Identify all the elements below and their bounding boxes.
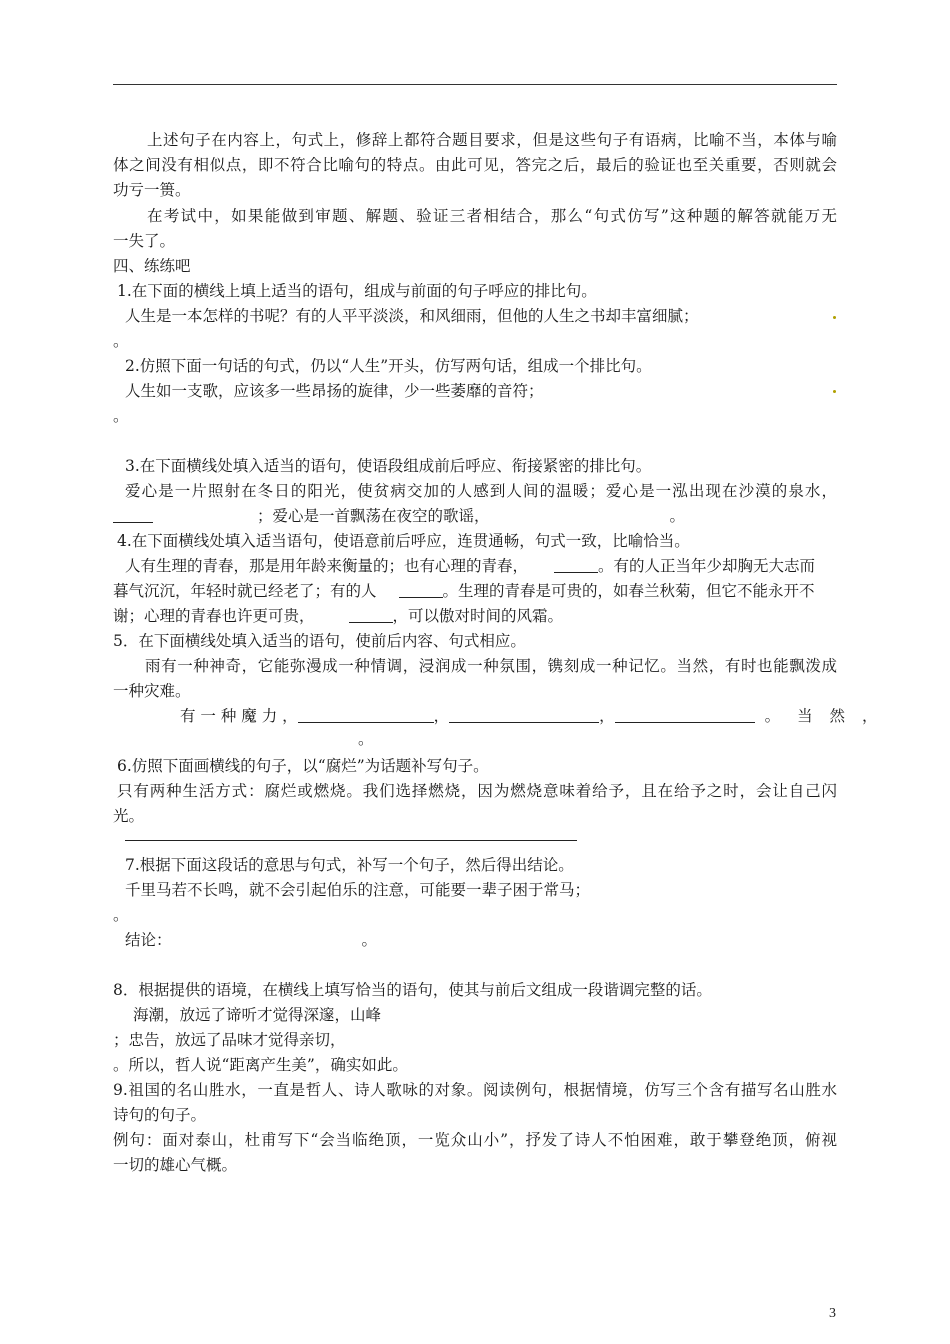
question-6-line-2: 光。	[113, 807, 145, 825]
question-3-prompt: 3.在下面横线处填入适当的语句，使语段组成前后呼应、衔接紧密的排比句。	[125, 457, 652, 475]
question-4-line-2-b: 。生理的青春是可贵的，如春兰秋菊，但它不能永开不	[442, 582, 815, 600]
paragraph-2-line-1: 在考试中，如果能做到审题、解题、验证三者相结合，那么“句式仿写”这种题的解答就能万无	[147, 207, 837, 225]
question-4-prompt: 4.在下面横线处填入适当语句，使语意前后呼应，连贯通畅，句式一致，比喻恰当。	[117, 532, 690, 550]
answer-blank[interactable]	[399, 581, 443, 598]
question-5-prompt: 5．在下面横线处填入适当的语句，使前后内容、句式相应。	[113, 632, 526, 650]
answer-blank[interactable]	[615, 706, 755, 723]
question-3-line-2	[113, 506, 685, 526]
question-5-line-2: 一种灾难。	[113, 682, 191, 700]
question-5-comma: ，	[599, 707, 615, 725]
question-5-comma: ，	[433, 707, 450, 725]
question-2-text: 人生如一支歌，应该多一些昂扬的旋律，少一些萎靡的音符；	[125, 382, 544, 400]
marker-dot	[833, 390, 836, 393]
answer-line[interactable]	[125, 840, 577, 841]
answer-blank[interactable]	[349, 606, 393, 623]
answer-blank[interactable]	[298, 706, 434, 723]
question-7-end: 。	[113, 906, 129, 924]
question-9-prompt-line-2: 诗句的句子。	[113, 1106, 207, 1124]
question-4-line-1-b: 。有的人正当年少却胸无大志而	[598, 557, 816, 575]
header-rule	[113, 84, 837, 85]
section-title: 四、练练吧	[113, 257, 191, 275]
question-5-line-3-a: 有 一 种 魔 力 ，	[180, 707, 298, 725]
question-9-example-line-1: 例句：面对泰山，杜甫写下“会当临绝顶，一览众山小”，抒发了诗人不怕困难，敢于攀登绝顶，俯视	[113, 1131, 837, 1149]
question-6-line-1: 只有两种生活方式：腐烂或燃烧。我们选择燃烧，因为燃烧意味着给予，且在给予之时，会让自己闪	[117, 782, 837, 800]
question-4-line-3	[113, 606, 563, 626]
question-4-line-3-a: 谢；心理的青春也许更可贵，	[113, 607, 315, 625]
question-4-line-3-b: ，可以傲对时间的风霜。	[392, 607, 564, 625]
question-8-line-3: 。所以，哲人说“距离产生美”，确实如此。	[113, 1056, 408, 1074]
question-4-line-1-a: 人有生理的青春，那是用年龄来衡量的；也有心理的青春，	[125, 557, 529, 575]
question-9-prompt-line-1: 9.祖国的名山胜水，一直是哲人、诗人歌咏的对象。阅读例句，根据情境，仿写三个含有描写名山胜水	[113, 1081, 837, 1099]
question-1-end: 。	[113, 332, 129, 350]
question-2-end: 。	[113, 407, 129, 425]
question-1-text: 人生是一本怎样的书呢？有的人平平淡淡，和风细雨，但他的人生之书却丰富细腻；	[125, 307, 699, 325]
question-5-line-3-b: 。 当 然 ，	[764, 707, 884, 725]
question-4-line-2-a: 暮气沉沉，年轻时就已经老了；有的人	[113, 582, 377, 600]
question-8-line-1: 海潮，放远了谛听才觉得深邃，山峰	[133, 1006, 382, 1024]
question-7-text: 千里马若不长鸣，就不会引起伯乐的注意，可能要一辈子困于常马；	[125, 881, 591, 899]
question-3-line-2-mid: ；爱心是一首飘荡在夜空的歌谣，	[257, 507, 490, 525]
question-4-line-2	[113, 581, 815, 601]
question-7-conclusion	[125, 930, 377, 950]
question-3-line-1: 爱心是一片照射在冬日的阳光，使贫病交加的人感到人间的温暖；爱心是一泓出现在沙漠的泉水，	[125, 482, 837, 500]
question-2-prompt: 2.仿照下面一句话的句式，仍以“人生”开头，仿写两句话，组成一个排比句。	[125, 357, 652, 375]
question-1-prompt: 1.在下面的横线上填上适当的语句，组成与前面的句子呼应的排比句。	[117, 282, 597, 300]
question-7-prompt: 7.根据下面这段话的意思与句式，补写一个句子，然后得出结论。	[125, 856, 574, 874]
question-3-line-2-end: 。	[669, 507, 686, 525]
marker-dot	[833, 316, 836, 319]
question-5-line-1: 雨有一种神奇，它能弥漫成一种情调，浸润成一种氛围，镌刻成一种记忆。当然，有时也能飘泼成	[145, 657, 837, 675]
page-number: 3	[829, 1306, 836, 1321]
question-8-line-2: ；忠告，放远了品味才觉得亲切，	[113, 1031, 346, 1049]
question-4-line-1	[125, 556, 815, 576]
paragraph-1-line-2: 体之间没有相似点，即不符合比喻句的特点。由此可见，答完之后，最后的验证也至关重要，否则就会	[113, 156, 837, 174]
answer-blank[interactable]	[449, 706, 599, 723]
conclusion-end: 。	[361, 931, 378, 949]
question-6-prompt: 6.仿照下面画横线的句子，以“腐烂”为话题补写句子。	[117, 757, 489, 775]
question-9-example-line-2: 一切的雄心气概。	[113, 1156, 238, 1174]
paragraph-1-line-1: 上述句子在内容上，句式上，修辞上都符合题目要求，但是这些句子有语病，比喻不当，本体与喻	[147, 131, 837, 149]
answer-blank[interactable]	[554, 556, 598, 573]
answer-blank[interactable]	[113, 506, 153, 523]
conclusion-label: 结论：	[125, 931, 172, 949]
paragraph-2-line-2: 一失了。	[113, 232, 176, 250]
question-5-line-3	[180, 706, 883, 726]
question-8-prompt: 8．根据提供的语境，在横线上填写恰当的语句，使其与前后文组成一段谐调完整的话。	[113, 981, 712, 999]
question-5-end: 。	[358, 730, 374, 748]
paragraph-1-line-3: 功亏一篑。	[113, 181, 191, 199]
